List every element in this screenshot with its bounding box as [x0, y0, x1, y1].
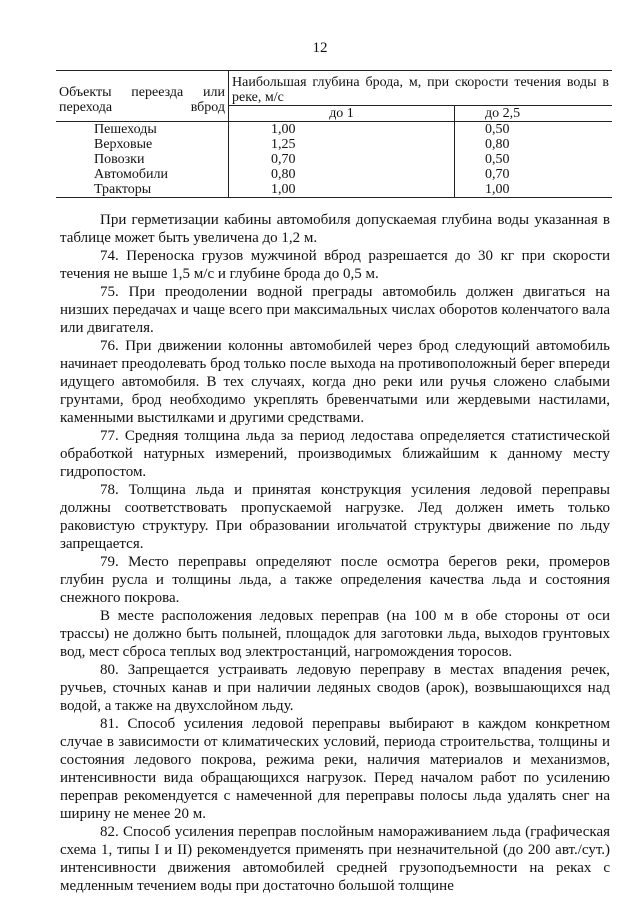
row-value-1: 1,00: [229, 122, 455, 138]
table-row: [56, 152, 612, 167]
paragraph-79: 79. Место переправы определяют после осмотра берегов реки, промеров глубин русла и толщины льда, а также определения качества льда и состояния снежного покрова.: [60, 554, 610, 606]
row-name: Верховые: [56, 137, 229, 152]
ford-depth-table: [56, 70, 612, 198]
paragraph-80: 80. Запрещается устраивать ледовую переправу в местах впадения речек, ручьев, сточных канав и при наличии ледяных сводов (арок), возвышающихся над водой, а также на двухслойном льду.: [60, 662, 610, 714]
paragraph-76: 76. При движении колонны автомобилей через брод следующий автомобиль начинает преодолевать брод только после выхода на противоположный берег впереди идущего автомобиля. В тех случаях, когда дно реки или ручья сложено слабыми грунтами, брод необходимо укреплять бревенчатыми или жердевыми настилами, каменными выстилками и другими средствами.: [60, 338, 610, 426]
paragraph-82: 82. Способ усиления переправ послойным намораживанием льда (графическая схема 1, типы I и II) рекомендуется применять при незначительной (до 200 авт./сут.) интенсивности движения автомобилей средней грузоподъемности на реках с медленным течением воды при достаточно большой толщине: [60, 824, 610, 894]
row-value-1: 0,70: [229, 152, 455, 167]
row-name: Пешеходы: [56, 122, 229, 138]
subheader-speed-1: до 1: [229, 106, 455, 122]
row-value-2: 0,80: [485, 137, 510, 152]
row-name: Тракторы: [56, 182, 229, 198]
header-objects: Объекты переезда или перехода вброд: [56, 71, 229, 122]
paragraph-75: 75. При преодолении водной преграды автомобиль должен двигаться на низших передачах и чаще всего при максимальных числах оборотов коленчатого вала или двигателя.: [60, 284, 610, 336]
subheader-speed-2: до 2,5: [455, 106, 613, 122]
header-depth: Наибольшая глубина брода, м, при скорости течения воды в реке, м/с: [229, 71, 613, 106]
row-value-2: 1,00: [455, 182, 613, 198]
row-value-2: 0,70: [485, 167, 510, 182]
row-name: Повозки: [56, 152, 229, 167]
row-value-1: 0,80: [229, 167, 455, 182]
paragraph-77: 77. Средняя толщина льда за период ледостава определяется статистической обработкой натурных измерений, производимых ближайшим к данному месту гидропостом.: [60, 428, 610, 480]
body-text: [60, 211, 610, 895]
table-row: [56, 167, 612, 182]
row-value-2: 0,50: [485, 122, 510, 137]
page-number: 12: [312, 40, 328, 56]
table-row: [56, 122, 612, 138]
row-value-2: 0,50: [485, 152, 510, 167]
row-value-1: 1,00: [229, 182, 455, 198]
row-name: Автомобили: [56, 167, 229, 182]
row-value-1: 1,25: [229, 137, 455, 152]
paragraph-81: 81. Способ усиления ледовой переправы выбирают в каждом конкретном случае в зависимости от климатических условий, периода строительства, толщины и состояния ледового покрова, режима реки, наличия материалов и механизмов, интенсивности вида обращающихся нагрузок. Перед началом работ по усилению переправ рекомендуется с намеченной для переправы полосы льда удалять снег на ширину не менее 20 м.: [60, 716, 610, 822]
table-header-row: [56, 71, 612, 106]
table-row: [56, 137, 612, 152]
paragraph-74: 74. Переноска грузов мужчиной вброд разрешается до 30 кг при скорости течения не выше 1,5 м/с и глубине брода до 0,5 м.: [60, 248, 610, 282]
table-row: [56, 182, 612, 198]
paragraph-table-note: При герметизации кабины автомобиля допускаемая глубина воды указанная в таблице может быть увеличена до 1,2 м.: [60, 212, 610, 246]
paragraph-78: 78. Толщина льда и принятая конструкция усиления ледовой переправы должны соответствовать пропускаемой нагрузке. Лед должен иметь только раковистую структуру. При образовании игольчатой структуры движение по льду запрещается.: [60, 482, 610, 552]
paragraph-79-cont: В месте расположения ледовых переправ (на 100 м в обе стороны от оси трассы) не должно быть полыней, площадок для заготовки льда, выходов грунтовых вод, мест сброса теплых вод электростанций, нагромождения торосов.: [60, 608, 610, 660]
